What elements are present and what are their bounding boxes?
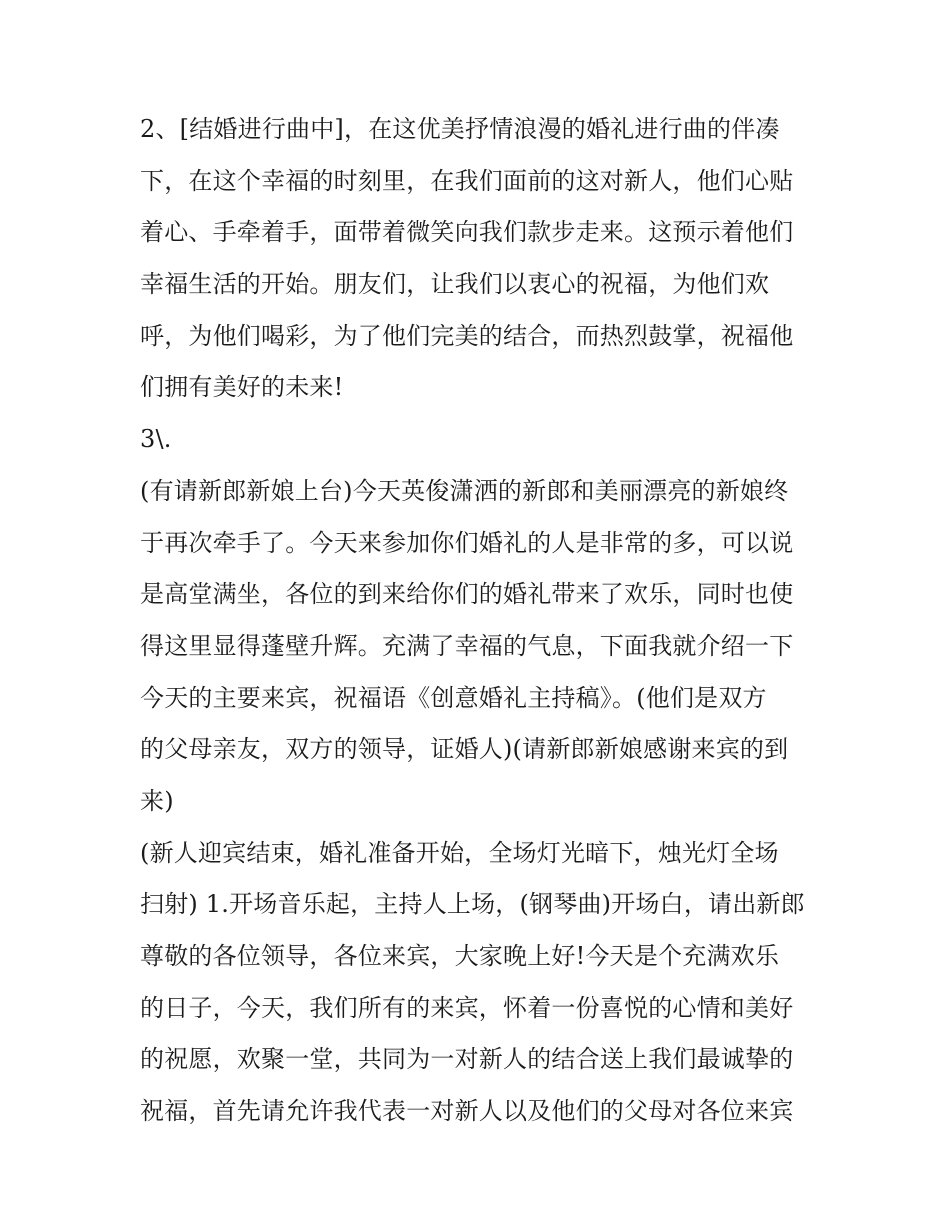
text-line: 于再次牵手了。今天来参加你们婚礼的人是非常的多，可以说	[140, 528, 794, 557]
text-line: 是高堂满坐，各位的到来给你们的婚礼带来了欢乐，同时也使	[140, 580, 794, 609]
text-line: 得这里显得蓬壁升辉。充满了幸福的气息，下面我就介绍一下	[140, 631, 794, 660]
text-line: 祝福，首先请允许我代表一对新人以及他们的父母对各位来宾	[140, 1097, 794, 1126]
text-line: 2、[结婚进行曲中]，在这优美抒情浪漫的婚礼进行曲的伴凑	[140, 115, 780, 143]
text-line: 着心、手牵着手，面带着微笑向我们款步走来。这预示着他们	[140, 218, 794, 247]
text-line: (有请新郎新娘上台)今天英俊潇洒的新郎和美丽漂亮的新娘终	[140, 476, 789, 505]
text-line: 今天的主要来宾，祝福语《创意婚礼主持稿》。(他们是双方	[140, 683, 767, 712]
text-line: 的祝愿，欢聚一堂，共同为一对新人的结合送上我们最诚挚的	[140, 1045, 794, 1074]
text-line: 的日子，今天，我们所有的来宾，怀着一份喜悦的心情和美好	[140, 993, 794, 1022]
text-line: 尊敬的各位领导，各位来宾，大家晚上好!今天是个充满欢乐	[140, 942, 780, 970]
text-line: (新人迎宾结束，婚礼准备开始，全场灯光暗下，烛光灯全场	[140, 838, 779, 867]
text-line: 幸福生活的开始。朋友们，让我们以衷心的祝福，为他们欢	[140, 270, 770, 299]
text-line: 来)	[140, 786, 174, 815]
text-line: 下，在这个幸福的时刻里，在我们面前的这对新人，他们心贴	[140, 166, 794, 195]
text-line: 们拥有美好的未来!	[140, 373, 344, 402]
section-number: 3\.	[140, 425, 172, 454]
document-body-text	[140, 104, 820, 1138]
text-line: 的父母亲友，双方的领导，证婚人)(请新郎新娘感谢来宾的到	[140, 735, 789, 764]
text-line: 扫射) 1.开场音乐起，主持人上场，(钢琴曲)开场白，请出新郎	[140, 890, 805, 919]
text-line: 呼，为他们喝彩，为了他们完美的结合，而热烈鼓掌，祝福他	[140, 321, 794, 350]
